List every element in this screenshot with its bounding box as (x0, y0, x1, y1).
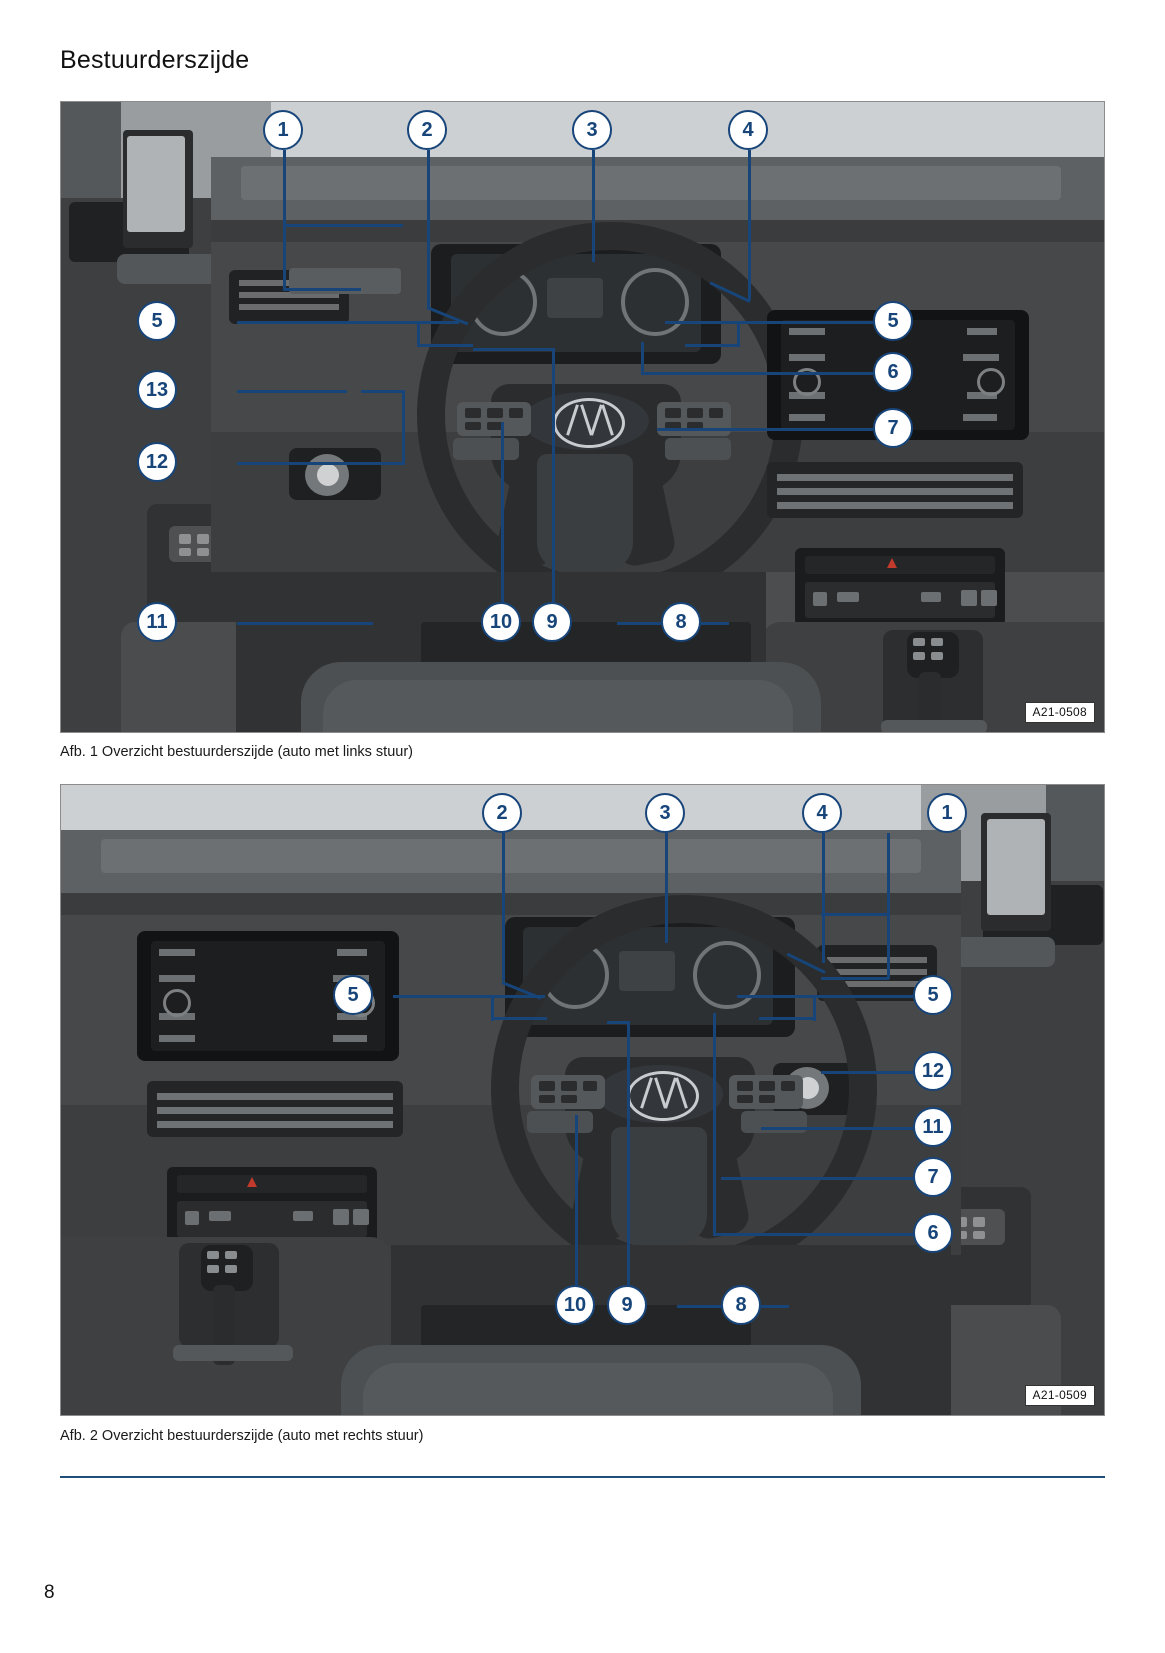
callout-1[interactable]: 1 (263, 110, 303, 150)
leader-line (502, 833, 505, 981)
leader-line (641, 372, 873, 375)
leader-line (759, 1017, 813, 1020)
figure-1-left-hand-drive (60, 101, 1105, 733)
callout-5-left[interactable]: 5 (137, 301, 177, 341)
callout-7[interactable]: 7 (873, 408, 913, 448)
leader-line (761, 1127, 913, 1130)
leader-line (237, 390, 347, 393)
footer-divider (60, 1476, 1105, 1478)
leader-line (473, 348, 553, 351)
callout-12[interactable]: 12 (137, 442, 177, 482)
leader-line (552, 348, 555, 608)
leader-line (665, 833, 668, 943)
figure-2-right-hand-drive (60, 784, 1105, 1416)
leader-line (283, 224, 403, 227)
leader-line (393, 995, 545, 998)
leader-line (721, 1177, 913, 1180)
callout-10[interactable]: 10 (481, 602, 521, 642)
figure-1-image-code: A21-0508 (1025, 702, 1095, 723)
leader-line (491, 1017, 547, 1020)
leader-line (237, 462, 405, 465)
leader-line (887, 833, 890, 915)
callout-3[interactable]: 3 (572, 110, 612, 150)
callout-6[interactable]: 6 (913, 1213, 953, 1253)
leader-line (283, 150, 286, 226)
leader-line (887, 913, 890, 979)
callout-11[interactable]: 11 (137, 602, 177, 642)
callout-4[interactable]: 4 (802, 793, 842, 833)
leader-line (761, 1305, 789, 1308)
leader-line (822, 833, 825, 963)
leader-line (361, 390, 405, 393)
callout-2[interactable]: 2 (482, 793, 522, 833)
leader-line (283, 288, 361, 291)
figure-1-caption: Afb. 1 Overzicht bestuurderszijde (auto met links stuur) (60, 744, 413, 760)
leader-line (713, 1013, 716, 1235)
leader-line (713, 1233, 913, 1236)
leader-line (701, 622, 729, 625)
callout-10[interactable]: 10 (555, 1285, 595, 1325)
callout-7[interactable]: 7 (913, 1157, 953, 1197)
leader-line (627, 1021, 630, 1291)
callout-8[interactable]: 8 (721, 1285, 761, 1325)
figure-2-caption: Afb. 2 Overzicht bestuurderszijde (auto met rechts stuur) (60, 1428, 424, 1444)
callout-3[interactable]: 3 (645, 793, 685, 833)
callout-9[interactable]: 9 (607, 1285, 647, 1325)
leader-line (665, 321, 873, 324)
leader-line (575, 1115, 578, 1291)
callout-2[interactable]: 2 (407, 110, 447, 150)
leader-line (821, 1071, 913, 1074)
leader-line (813, 995, 816, 1021)
figure-1-photo (61, 102, 1104, 732)
leader-line (427, 150, 430, 308)
leader-line (737, 995, 913, 998)
leader-line (417, 344, 473, 347)
callout-1[interactable]: 1 (927, 793, 967, 833)
callout-9[interactable]: 9 (532, 602, 572, 642)
figure-2-image-code: A21-0509 (1025, 1385, 1095, 1406)
leader-line (677, 1305, 721, 1308)
leader-line (402, 390, 405, 464)
page-number: 8 (44, 1582, 55, 1603)
callout-11[interactable]: 11 (913, 1107, 953, 1147)
leader-line (617, 622, 661, 625)
leader-line (821, 913, 889, 916)
leader-line (592, 150, 595, 262)
leader-line (283, 224, 286, 290)
leader-line (657, 428, 873, 431)
callout-8[interactable]: 8 (661, 602, 701, 642)
callout-13[interactable]: 13 (137, 370, 177, 410)
callout-12[interactable]: 12 (913, 1051, 953, 1091)
callout-5-left[interactable]: 5 (333, 975, 373, 1015)
leader-line (237, 321, 459, 324)
callout-5-right[interactable]: 5 (873, 301, 913, 341)
callout-5-right[interactable]: 5 (913, 975, 953, 1015)
leader-line (501, 422, 504, 608)
leader-line (237, 622, 373, 625)
leader-line (821, 977, 889, 980)
page-title: Bestuurderszijde (60, 46, 250, 74)
leader-line (641, 342, 644, 374)
leader-line (748, 150, 751, 300)
leader-line (685, 344, 739, 347)
callout-4[interactable]: 4 (728, 110, 768, 150)
leader-line (607, 1021, 629, 1024)
callout-6[interactable]: 6 (873, 352, 913, 392)
